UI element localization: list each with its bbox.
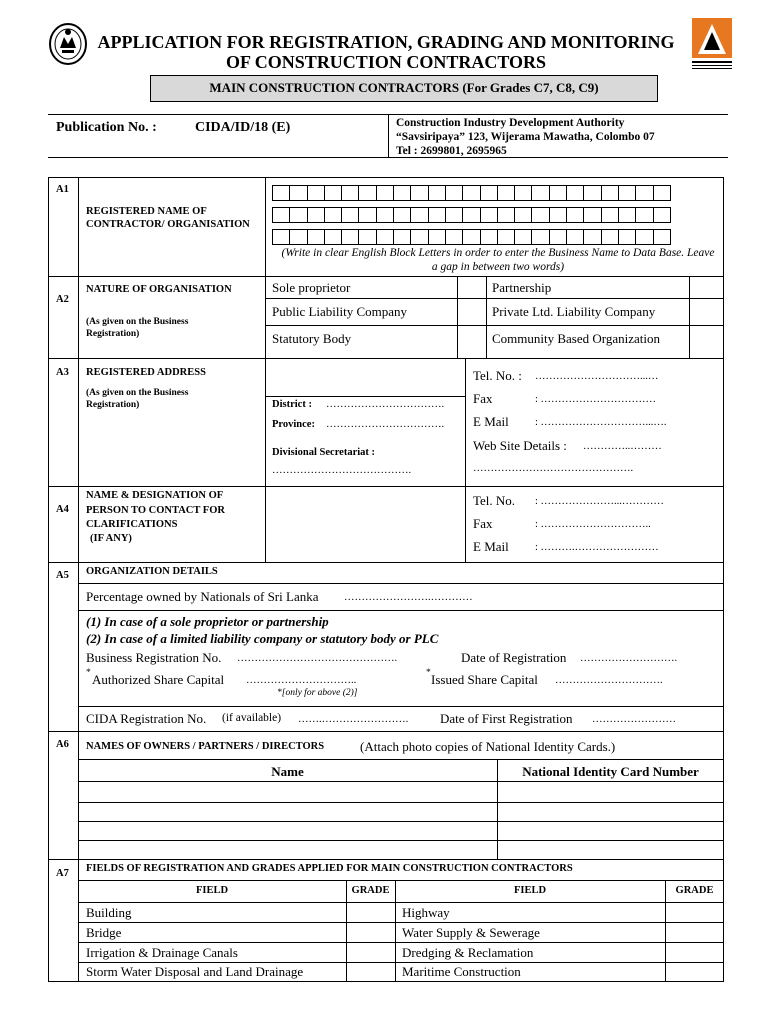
section-code-a7: A7 — [56, 868, 69, 879]
percentage-label: Percentage owned by Nationals of Sri Lanka — [86, 589, 319, 604]
col-header-name: Name — [271, 764, 304, 779]
case-sole-proprietor: (1) In case of a sole proprietor or partnership — [86, 614, 329, 629]
col-header-grade-right: GRADE — [675, 885, 714, 896]
checkbox-community-based[interactable] — [690, 326, 723, 357]
authority-address: “Savsiripaya” 123, Wijerama Mawatha, Colombo 07 — [396, 131, 655, 143]
grade-input-maritime[interactable] — [666, 963, 723, 981]
issued-capital-field[interactable]: …………………………. — [555, 675, 663, 686]
sri-lanka-emblem-icon — [48, 22, 88, 66]
grade-input-bridge[interactable] — [347, 923, 394, 941]
grade-input-storm-water[interactable] — [347, 963, 394, 981]
checkbox-sole-proprietor[interactable] — [458, 277, 485, 297]
section-code-a2: A2 — [56, 294, 69, 305]
owner-nic-input[interactable] — [498, 841, 723, 858]
province-field[interactable]: ……………………………. — [326, 419, 445, 430]
a6-label: NAMES OF OWNERS / PARTNERS / DIRECTORS — [86, 741, 325, 752]
a1-label: REGISTERED NAME OF CONTRACTOR/ ORGANISATION — [86, 206, 250, 230]
district-field[interactable]: ……………………………. — [326, 399, 445, 410]
first-registration-field[interactable]: …………………… — [592, 714, 676, 725]
a4-label: NAME & DESIGNATION OF PERSON TO CONTACT FOR CLARIFICATIONS — [86, 490, 225, 530]
form-title-line1: APPLICATION FOR REGISTRATION, GRADING AND MONITORING — [97, 32, 675, 52]
grade-input-dredging[interactable] — [666, 943, 723, 961]
col-header-grade-left: GRADE — [351, 885, 390, 896]
owner-name-input[interactable] — [79, 803, 496, 820]
publication-label: Publication No. : — [56, 120, 157, 135]
col-header-field-left: FIELD — [195, 885, 229, 896]
field-water-supply: Water Supply & Sewerage — [402, 925, 540, 940]
a5-label: ORGANIZATION DETAILS — [86, 566, 218, 577]
a4-fax-field[interactable]: : ………………………….. — [535, 519, 651, 530]
a2-sublabel: (As given on the Business Registration) — [86, 317, 189, 339]
a4-fax-label: Fax — [473, 516, 493, 531]
checkbox-statutory-body[interactable] — [458, 326, 485, 357]
form-title-line2: OF CONSTRUCTION CONTRACTORS — [225, 52, 547, 72]
field-irrigation: Irrigation & Drainage Canals — [86, 945, 238, 960]
authority-tel: Tel : 2699801, 2695965 — [396, 145, 507, 157]
owner-name-input[interactable] — [79, 782, 496, 801]
grade-input-water-supply[interactable] — [666, 923, 723, 941]
grade-input-building[interactable] — [347, 903, 394, 921]
a4-tel-label: Tel. No. — [473, 493, 516, 508]
a2-label: NATURE OF ORGANISATION — [86, 284, 232, 295]
a4-email-label: E Mail — [473, 539, 509, 554]
checkbox-public-liability[interactable] — [458, 299, 485, 324]
province-label: Province: — [272, 419, 315, 430]
field-dredging: Dredging & Reclamation — [402, 945, 534, 960]
a4-email-field[interactable]: : ……….…………………… — [535, 542, 659, 553]
cida-reg-no-field[interactable]: …….……………………. — [298, 714, 409, 725]
a3-label: REGISTERED ADDRESS — [86, 367, 206, 378]
authorized-capital-label: Authorized Share Capital — [92, 672, 225, 687]
section-code-a5: A5 — [56, 570, 69, 581]
section-code-a3: A3 — [56, 367, 69, 378]
option-community-based: Community Based Organization — [492, 331, 661, 346]
case-limited-company: (2) In case of a limited liability company or statutory body or PLC — [86, 631, 439, 646]
if-available-note: (if available) — [222, 712, 282, 724]
name-letter-boxes-row2[interactable] — [272, 207, 670, 223]
first-registration-label: Date of First Registration — [440, 711, 573, 726]
a4-sublabel: (IF ANY) — [90, 533, 132, 544]
section-code-a4: A4 — [56, 504, 69, 515]
field-highway: Highway — [402, 905, 450, 920]
issued-capital-star: * — [426, 668, 431, 678]
a3-web-field-line2[interactable]: ………………………………………. — [473, 463, 634, 474]
owner-nic-input[interactable] — [498, 822, 723, 839]
option-sole-proprietor: Sole proprietor — [272, 280, 351, 295]
a3-fax-field[interactable]: : …………………………… — [535, 394, 657, 405]
a7-label: FIELDS OF REGISTRATION AND GRADES APPLIED FOR MAIN CONSTRUCTION CONTRACTORS — [86, 863, 573, 874]
col-header-field-right: FIELD — [513, 885, 547, 896]
business-reg-no-field[interactable]: ………………………………………. — [237, 653, 398, 664]
cida-logo-icon — [690, 16, 734, 72]
option-partnership: Partnership — [492, 280, 552, 295]
form-subtitle: MAIN CONSTRUCTION CONTRACTORS (For Grades C7, C8, C9) — [209, 80, 599, 95]
field-bridge: Bridge — [86, 925, 122, 940]
section-code-a6: A6 — [56, 739, 69, 750]
grade-input-highway[interactable] — [666, 903, 723, 921]
a3-email-field[interactable]: : …………………………...…. — [535, 417, 667, 428]
option-statutory-body: Statutory Body — [272, 331, 352, 346]
grade-input-irrigation[interactable] — [347, 943, 394, 961]
owner-name-input[interactable] — [79, 841, 496, 858]
a1-instruction-note: (Write in clear English Block Letters in order to enter the Business Name to Data Base. Leave a gap in between two words) — [281, 247, 715, 273]
a3-sublabel: (As given on the Business Registration) — [86, 388, 189, 410]
authorized-capital-field[interactable]: ………………………….. — [246, 675, 357, 686]
divisional-secretariat-label: Divisional Secretariat : — [272, 447, 376, 458]
authority-name: Construction Industry Development Authority — [396, 117, 625, 129]
a3-tel-label: Tel. No. : — [473, 368, 522, 383]
business-reg-no-label: Business Registration No. — [86, 650, 222, 665]
checkbox-private-ltd[interactable] — [690, 299, 723, 324]
a6-note: (Attach photo copies of National Identity Cards.) — [360, 739, 616, 754]
name-letter-boxes-row1[interactable] — [272, 185, 670, 201]
owner-nic-input[interactable] — [498, 803, 723, 820]
issued-capital-label: Issued Share Capital — [431, 672, 538, 687]
option-private-ltd: Private Ltd. Liability Company — [492, 304, 656, 319]
section-code-a1: A1 — [56, 184, 69, 195]
owner-nic-input[interactable] — [498, 782, 723, 801]
only-for-above-note: *[only for above (2)] — [277, 688, 358, 698]
date-of-registration-label: Date of Registration — [461, 650, 567, 665]
option-public-liability: Public Liability Company — [272, 304, 408, 319]
a3-fax-label: Fax — [473, 391, 493, 406]
a3-web-label: Web Site Details : — [473, 438, 567, 453]
cida-reg-no-label: CIDA Registration No. — [86, 711, 207, 726]
date-of-registration-field[interactable]: ………………………. — [580, 653, 678, 664]
a3-web-field[interactable]: …………..……… — [583, 441, 662, 452]
field-maritime: Maritime Construction — [402, 964, 521, 979]
district-label: District : — [272, 399, 312, 410]
name-letter-boxes-row3[interactable] — [272, 229, 670, 245]
publication-number: CIDA/ID/18 (E) — [195, 120, 291, 135]
divisional-secretariat-field[interactable]: …………………………………. — [272, 465, 412, 476]
field-storm-water: Storm Water Disposal and Land Drainage — [86, 964, 304, 979]
a3-tel-field[interactable]: …………………………...… — [535, 371, 659, 382]
checkbox-partnership[interactable] — [690, 277, 723, 297]
field-building: Building — [86, 905, 132, 920]
auth-capital-star: * — [86, 668, 91, 678]
a3-email-label: E Mail — [473, 414, 509, 429]
owner-name-input[interactable] — [79, 822, 496, 839]
col-header-nic: National Identity Card Number — [522, 764, 699, 779]
percentage-field[interactable]: …………………….………… — [344, 592, 473, 603]
a4-tel-field[interactable]: : …………………...………… — [535, 496, 664, 507]
